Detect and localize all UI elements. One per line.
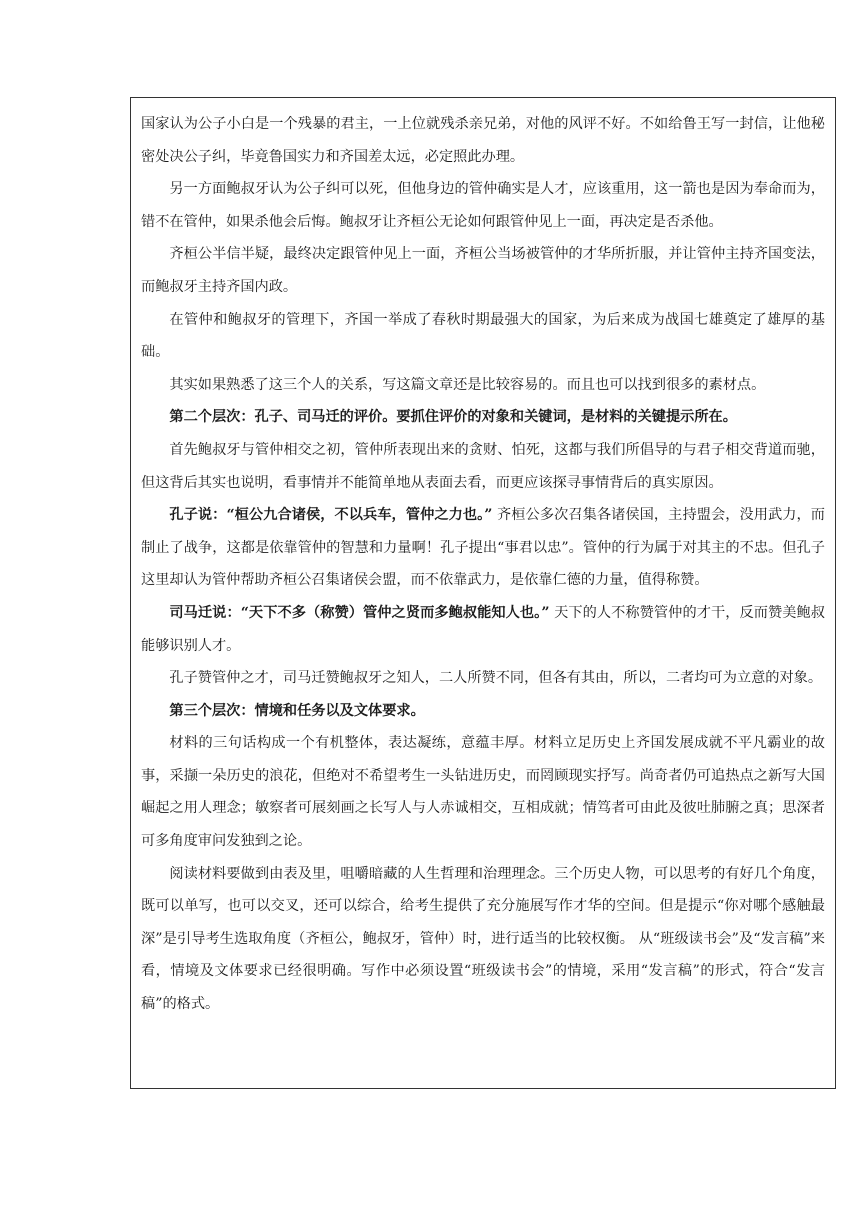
simaqian-commentary: 天下的人不称赞管仲的才干，反而赞美鲍叔能够识别人才。 xyxy=(141,604,825,654)
paragraph-1: 国家认为公子小白是一个残暴的君主，一上位就残杀亲兄弟，对他的风评不好。不如给鲁王写一封信，让他秘密处决公子纠，毕竟鲁国实力和齐国差太远，必定照此办理。 xyxy=(141,116,825,165)
paragraph-8 xyxy=(141,597,825,662)
paragraph-10: 材料的三句话构成一个有机整体，表达凝练，意蕴丰厚。材料立足历史上齐国发展成就不平凡霸业的故事，采撷一朵历史的浪花，但绝对不希望考生一头钻进历史，而罔顾现实抒写。尚奇者仍可追热点之新写大国崛起之用人理念；敏察者可展刻画之长写人与人赤诚相交，互相成就；情笃者可由此及彼吐肺腑之真；思深者可多角度审问发独到之论。 xyxy=(141,735,825,850)
simaqian-quote: 司马迁说：“天下不多（称赞）管仲之贤而多鲍叔能知人也。” xyxy=(169,604,550,621)
section-heading-3: 第三个层次：情境和任务以及文体要求。 xyxy=(169,702,425,719)
paragraph-4: 在管仲和鲍叔牙的管理下，齐国一举成了春秋时期最强大的国家，为后来成为战国七雄奠定了雄厚的基础。 xyxy=(141,311,825,361)
content-frame xyxy=(130,97,836,1089)
section-heading-2: 第二个层次：孔子、司马迁的评价。要抓住评价的对象和关键词，是材料的关键提示所在。 xyxy=(169,409,737,426)
paragraph-9: 孔子赞管仲之才，司马迁赞鲍叔牙之知人，二人所赞不同，但各有其由，所以，二者均可为立意的对象。 xyxy=(169,670,823,687)
confucius-quote: 孔子说：“桓公九合诸侯，不以兵车，管仲之力也。” xyxy=(169,507,493,524)
paragraph-3: 齐桓公半信半疑，最终决定跟管仲见上一面，齐桓公当场被管仲的才华所折服，并让管仲主持齐国变法，而鲍叔牙主持齐国内政。 xyxy=(141,246,825,295)
confucius-commentary: 齐桓公多次召集各诸侯国，主持盟会，没用武力，而制止了战争，这都是依靠管仲的智慧和力量啊！孔子提出“事君以忠”。管仲的行为属于对其主的不忠。但孔子这里却认为管仲帮助齐桓公召集诸侯会盟，而不依靠武力，是依靠仁德的力量，值得称赞。 xyxy=(141,507,825,589)
paragraph-11: 阅读材料要做到由表及里，咀嚼暗藏的人生哲理和治理理念。三个历史人物，可以思考的有好几个角度，既可以单写，也可以交叉，还可以综合，给考生提供了充分施展写作才华的空间。但是提示“你对哪个感触最深”是引导考生选取角度（齐桓公，鲍叔牙，管仲）时，进行适当的比较权衡。 从“班级读书会”及“发言稿”来看，情境及文体要求已经很明确。写作中必须设置“班级读书会”的情境，采用“发言稿”的形式，符合“发言稿”的格式。 xyxy=(141,865,825,1013)
paragraph-6: 首先鲍叔牙与管仲相交之初，管仲所表现出来的贪财、怕死，这都与我们所倡导的与君子相交背道而驰，但这背后其实也说明，看事情并不能简单地从表面去看，而更应该探寻事情背后的真实原因。 xyxy=(141,441,825,491)
paragraph-5: 其实如果熟悉了这三个人的关系，写这篇文章还是比较容易的。而且也可以找到很多的素材点。 xyxy=(169,376,766,393)
paragraph-2: 另一方面鲍叔牙认为公子纠可以死，但他身边的管仲确实是人才，应该重用，这一箭也是因为奉命而为，错不在管仲，如果杀他会后悔。鲍叔牙让齐桓公无论如何跟管仲见上一面，再决定是否杀他。 xyxy=(141,181,825,230)
paragraph-7 xyxy=(141,499,825,597)
